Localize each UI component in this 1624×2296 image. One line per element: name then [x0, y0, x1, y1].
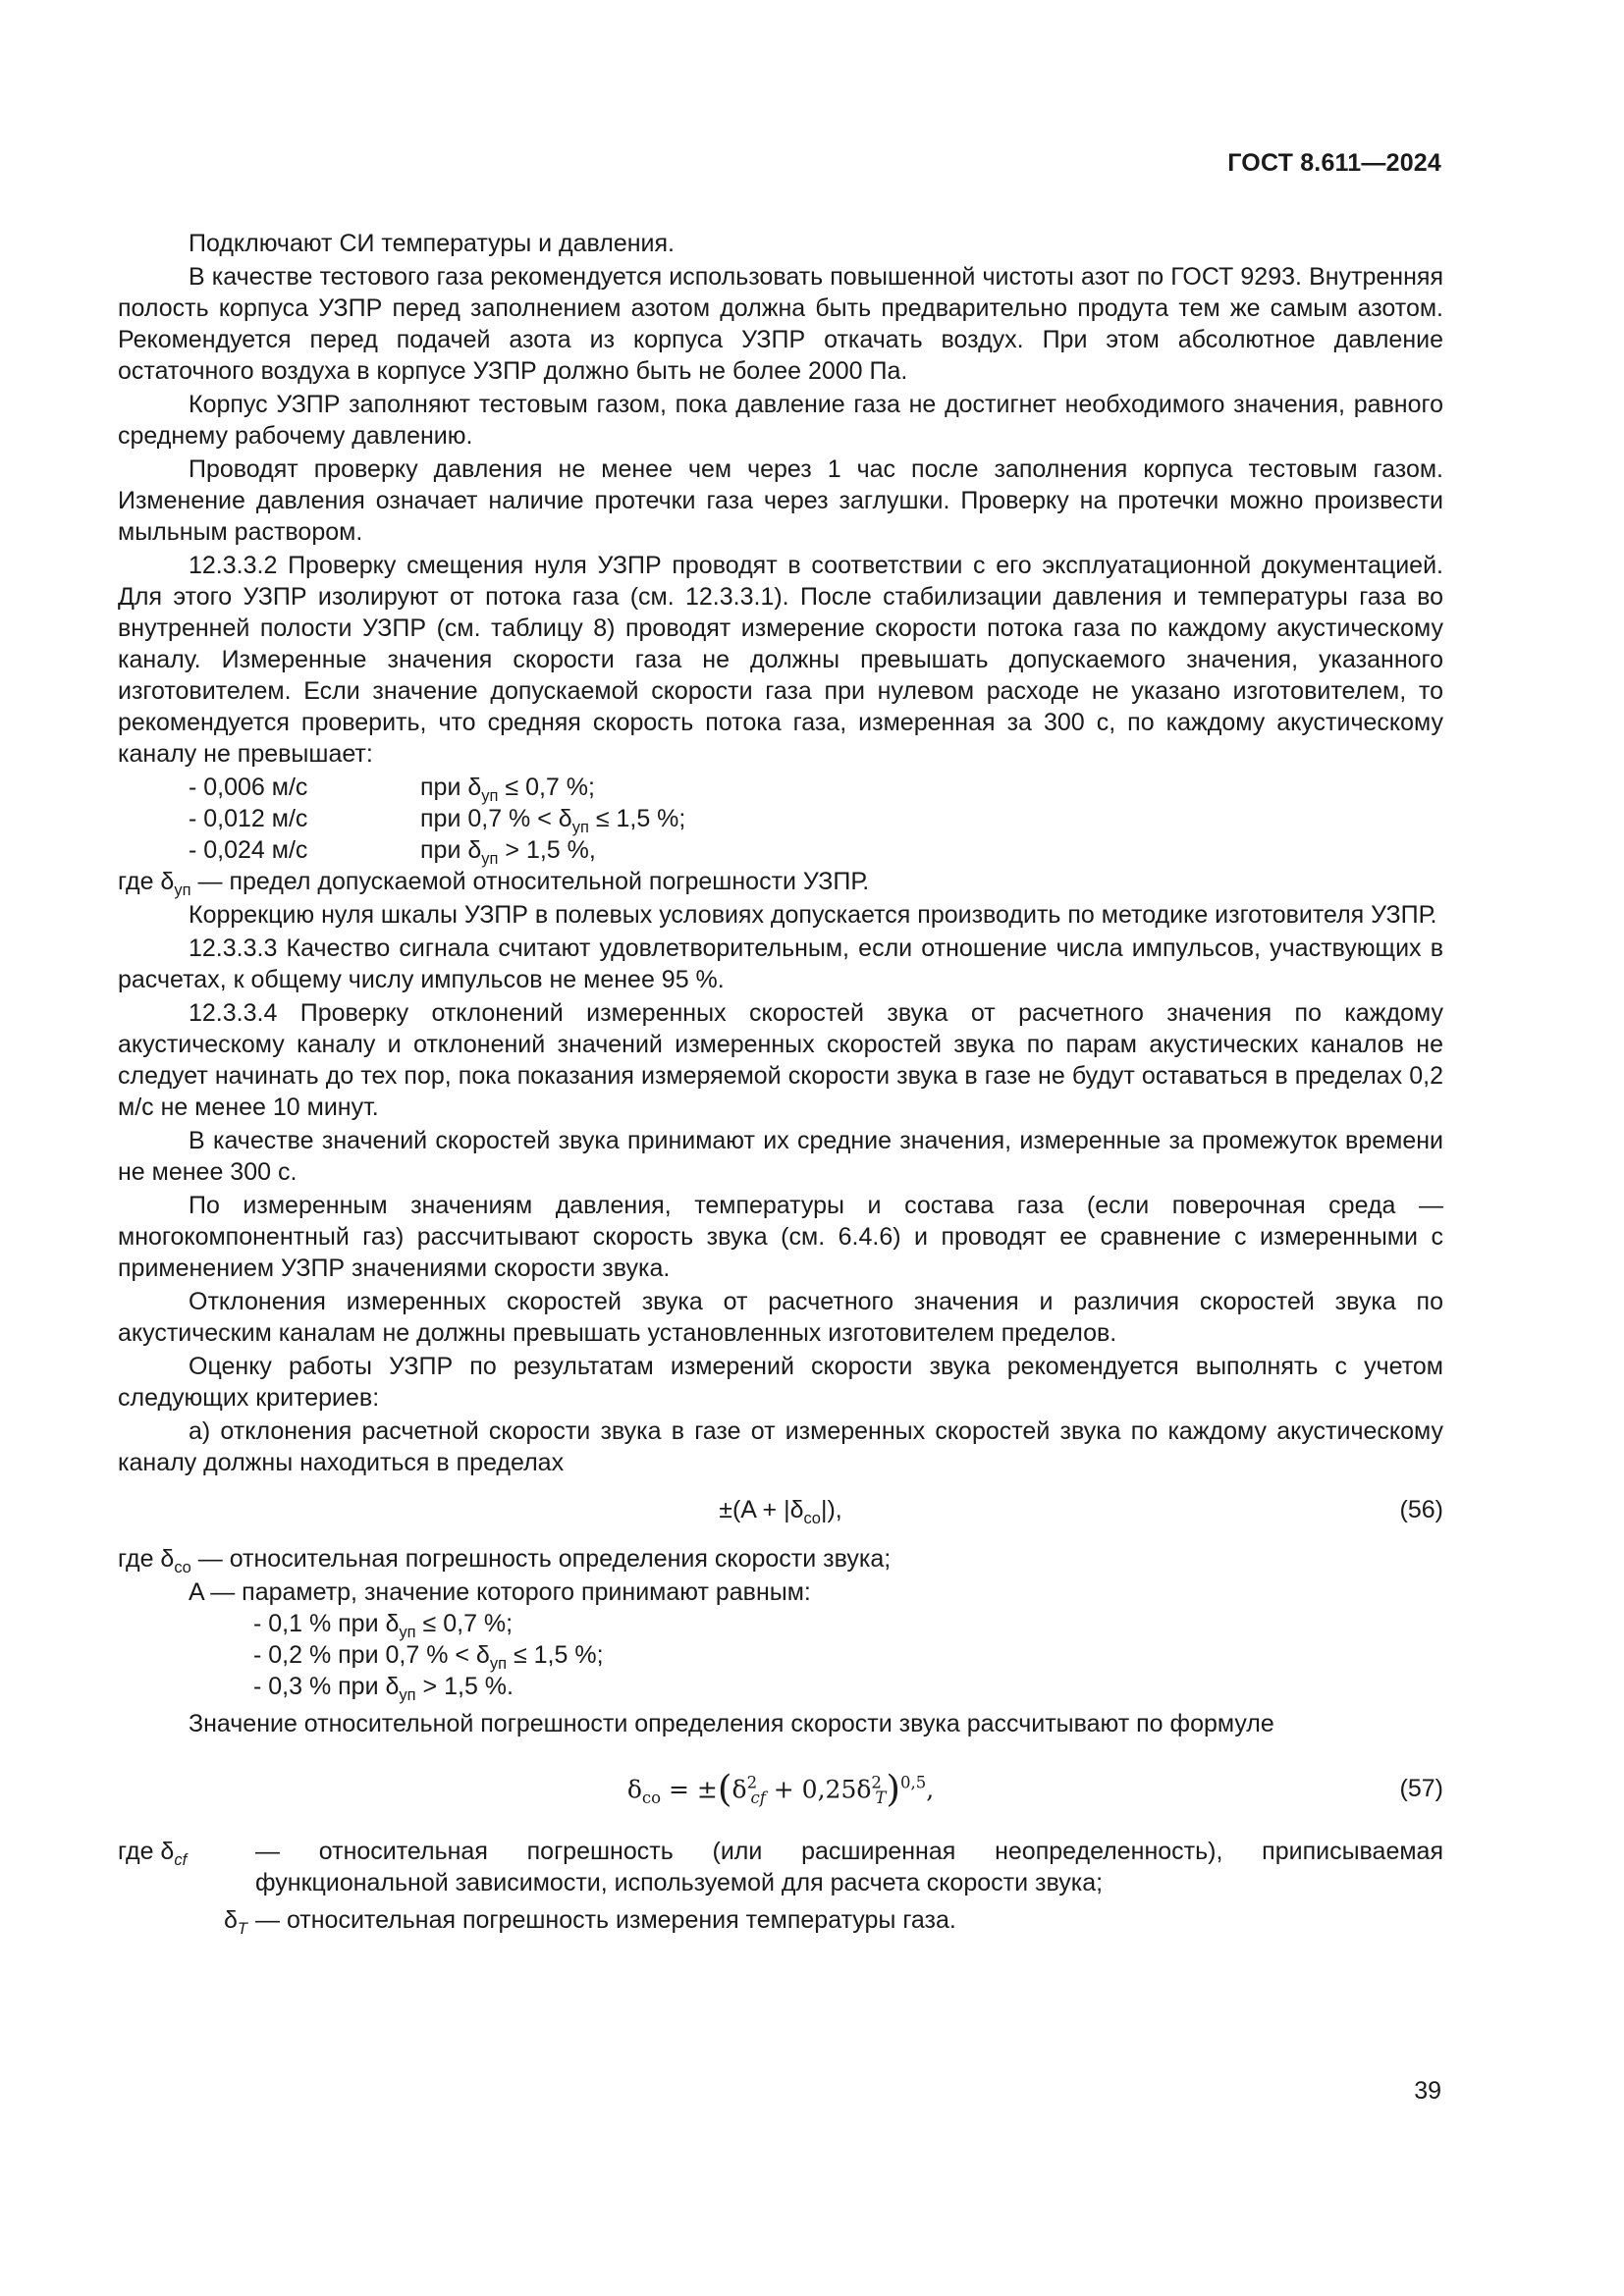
list-item: - 0,3 % при $\delta_{уп} > 1,5$ %. — [253, 1673, 514, 1704]
paragraph: В качестве тестового газа рекомендуется использовать повышенной чистоты азот по ГОСТ 9293. Внутренняя полость корпуса УЗПР перед заполнением азотом должна быть предварительно продута тем же самым азотом. Рекомендуется перед подачей азота из корпуса УЗПР откачать воздух. При этом абсолютное давление остаточного воздуха в корпусе УЗПР должно быть не более 2000 Па. — [118, 263, 1443, 385]
document-id: ГОСТ 8.611—2024 — [1227, 149, 1441, 177]
formula-expression: $\pm(A + |\delta_{co}|)$, — [719, 1496, 842, 1527]
formula-expression: $\delta_{co} = \pm(\delta^2_{cf} + 0,25\delta^2_T)^{0,5}$, — [626, 1767, 935, 1810]
paragraph: Проводят проверку давления не менее чем через 1 час после заполнения корпуса тестовым газом. Изменение давления означает наличие протечки газа через заглушки. Проверку на протечки можно произвести мыльным раствором. — [118, 455, 1443, 546]
paragraph: 12.3.3.2 Проверку смещения нуля УЗПР проводят в соответствии с его эксплуатационной документацией. Для этого УЗПР изолируют от потока газа (см. 12.3.3.1). После стабилизации давления и температуры газа во внутренней полости УЗПР (см. таблицу 8) проводят измерение скорости потока газа по каждому акустическому каналу. Измеренные значения скорости газа не должны превышать допускаемого значения, указанного изготовителем. Если значение допускаемой скорости газа при нулевом расходе не указано изготовителем, то рекомендуется проверить, что средняя скорость потока газа, измеренная за 300 с, по каждому акустическому каналу не превышает: — [118, 552, 1443, 768]
paragraph: В качестве значений скоростей звука принимают их средние значения, измеренные за промежуток времени не менее 300 с. — [118, 1127, 1443, 1186]
paragraph: 12.3.3.4 Проверку отклонений измеренных скоростей звука от расчетного значения по каждому акустическому каналу и отклонений значений измеренных скоростей звука по парам акустических каналов не следует начинать до тех пор, пока показания измеряемой скорости звука в газе не будут оставаться в пределах 0,2 м/с не менее 10 минут. — [118, 999, 1443, 1121]
paragraph: Подключают СИ температуры и давления. — [189, 230, 675, 257]
page-number: 39 — [1414, 2077, 1441, 2105]
paragraph: Значение относительной погрешности определения скорости звука рассчитывают по формуле — [189, 1710, 1274, 1737]
list-item — [189, 772, 1443, 803]
definitions-list — [118, 1836, 1443, 1936]
definition-item — [118, 1836, 1443, 1898]
definition-symbol: где $\delta_{cf}$ — [118, 1838, 188, 1869]
paragraph: 12.3.3.3 Качество сигнала считают удовлетворительным, если отношение числа импульсов, участвующих в расчетах, к общему числу импульсов не менее 95 %. — [118, 934, 1443, 993]
paragraph: Корпус УЗПР заполняют тестовым газом, пока давление газа не достигнет необходимого значения, равного среднему рабочему давлению. — [118, 391, 1443, 450]
formula-56 — [118, 1488, 1443, 1533]
list-item: - 0,2 % при 0,7 % < $\delta_{уп} \le 1,5$ %; — [253, 1641, 604, 1673]
definition-symbol: $\delta_T$ — [223, 1906, 247, 1938]
paragraph: Коррекцию нуля шкалы УЗПР в полевых условиях допускается производить по методике изготовителя УЗПР. — [189, 901, 1437, 929]
formula-number: (57) — [1399, 1775, 1443, 1802]
parameter-A-values — [253, 1608, 1443, 1702]
body-text — [118, 228, 1443, 1936]
paragraph: По измеренным значениям давления, температуры и состава газа (если поверочная среда — многокомпонентный газ) рассчитывают скорость звука (см. 6.4.6) и проводят ее сравнение с измеренными с применением УЗПР значениями скорости звука. — [118, 1192, 1443, 1282]
speed-condition: при $\delta_{уп} > 1,5$ %, — [420, 836, 596, 868]
list-item — [189, 834, 1443, 866]
list-item — [189, 803, 1443, 834]
speed-limit-list — [189, 772, 1443, 866]
definition-text: — относительная погрешность измерения температуры газа. — [255, 1906, 956, 1934]
list-item: - 0,1 % при $\delta_{уп} \le 0,7$ %; — [253, 1610, 514, 1641]
speed-value: - 0,012 м/с — [189, 805, 308, 832]
paragraph: а) отклонения расчетной скорости звука в газе от измеренных скоростей звука по каждому акустическому каналу должны находиться в пределах — [118, 1417, 1443, 1476]
speed-condition: при 0,7 % < $\delta_{уп} \le 1,5$ %; — [420, 805, 686, 836]
speed-condition: при $\delta_{уп} \le 0,7$ %; — [420, 774, 595, 805]
definition-duп: где $\delta_{уп}$ — предел допускаемой относительной погрешности УЗПР. — [118, 868, 870, 899]
speed-value: - 0,006 м/с — [189, 774, 308, 801]
formula-number: (56) — [1399, 1496, 1443, 1523]
definition-item — [118, 1904, 1443, 1936]
definition-text: — относительная погрешность (или расширенная неопределенность), приписываемая функциональной зависимости, используемой для расчета скорости звука; — [255, 1838, 1443, 1896]
paragraph: Отклонения измеренных скоростей звука от расчетного значения и различия скоростей звука по акустическим каналам не должны превышать установленных изготовителем пределов. — [118, 1288, 1443, 1347]
parameter-A-definition: A — параметр, значение которого принимают равным: — [189, 1578, 811, 1606]
speed-value: - 0,024 м/с — [189, 836, 308, 864]
paragraph: Оценку работы УЗПР по результатам измерений скорости звука рекомендуется выполнять с учетом следующих критериев: — [118, 1353, 1443, 1412]
formula-57 — [118, 1753, 1443, 1822]
definition-dco: где $\delta_{co}$ — относительная погрешность определения скорости звука; — [118, 1545, 892, 1576]
